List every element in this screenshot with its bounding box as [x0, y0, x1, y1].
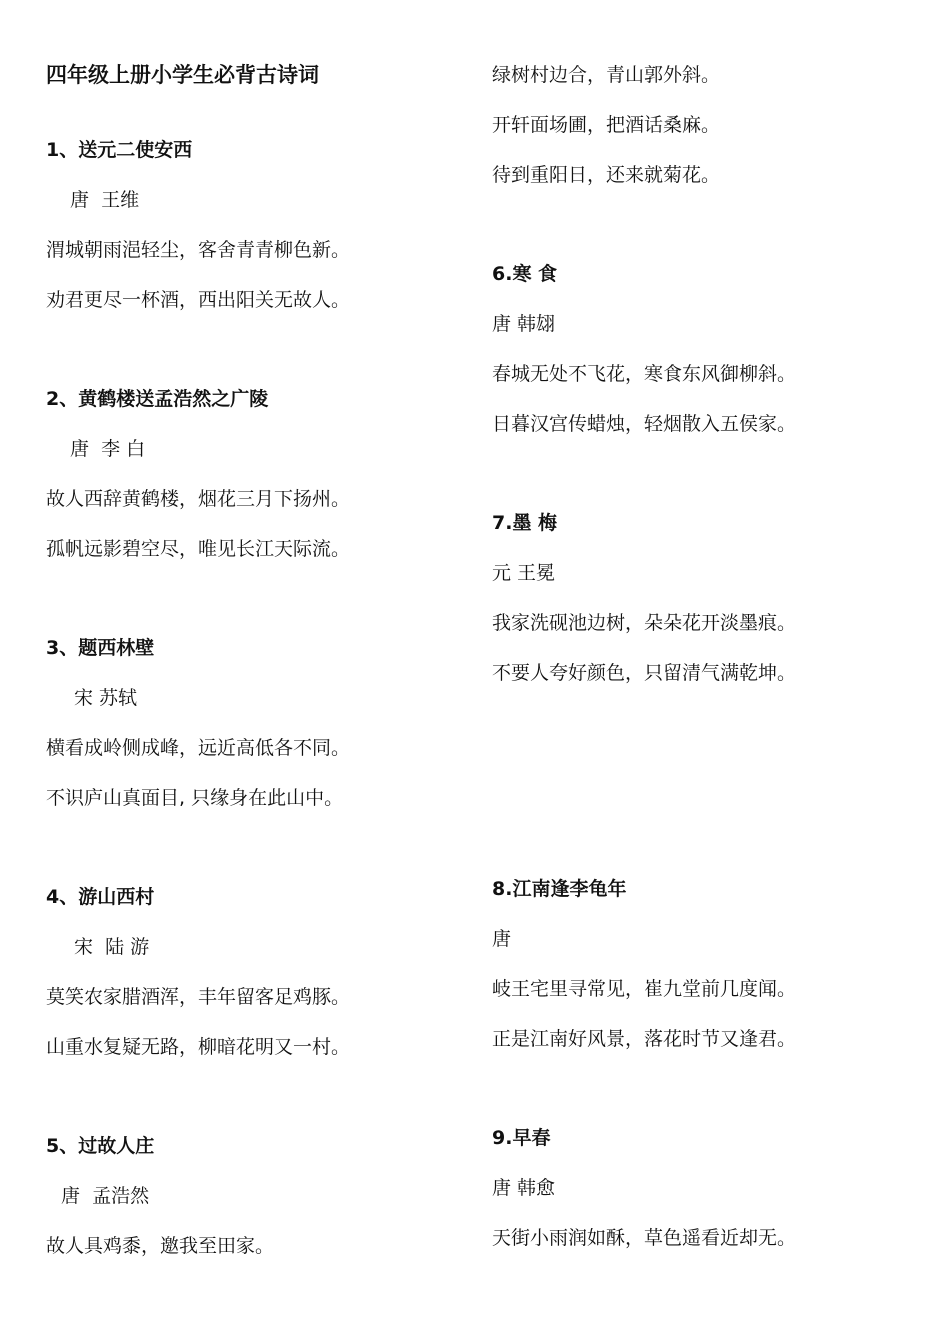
poem-5-heading: 5、过故人庄: [46, 1135, 155, 1157]
poem-9-heading: 9.早春: [492, 1127, 551, 1149]
poem-8-author: 唐: [492, 928, 512, 950]
poem-4-line: 山重水复疑无路，柳暗花明又一村。: [46, 1036, 351, 1058]
poem-3-line: 横看成岭侧成峰，远近高低各不同。: [46, 737, 351, 759]
poem-3-line: 不识庐山真面目, 只缘身在此山中。: [46, 787, 344, 809]
poem-7-heading: 7.墨 梅: [492, 512, 558, 534]
poem-5-author: 唐 孟浩然: [61, 1185, 150, 1207]
poem-6-author: 唐 韩翃: [492, 313, 556, 335]
poem-8-line: 岐王宅里寻常见，崔九堂前几度闻。: [492, 978, 797, 1000]
poem-9-author: 唐 韩愈: [492, 1177, 556, 1199]
poem-9-line: 天街小雨润如酥，草色遥看近却无。: [492, 1227, 797, 1249]
poem-1-author: 唐 王维: [70, 189, 140, 211]
poem-6-heading: 6.寒 食: [492, 263, 558, 285]
poem-1-line: 劝君更尽一杯酒，西出阳关无故人。: [46, 289, 351, 311]
poem-8-line: 正是江南好风景，落花时节又逢君。: [492, 1028, 797, 1050]
poem-2-line: 孤帆远影碧空尽，唯见长江天际流。: [46, 538, 351, 560]
poem-5-continued-line: 绿树村边合，青山郭外斜。: [492, 64, 721, 86]
poem-7-author: 元 王冕: [492, 562, 556, 584]
poem-7-line: 不要人夸好颜色，只留清气满乾坤。: [492, 662, 797, 684]
poem-5-continued-line: 开轩面场圃，把酒话桑麻。: [492, 114, 721, 136]
poem-2-heading: 2、黄鹤楼送孟浩然之广陵: [46, 388, 269, 410]
poem-6-line: 春城无处不飞花，寒食东风御柳斜。: [492, 363, 797, 385]
poem-5-line: 故人具鸡黍，邀我至田家。: [46, 1235, 275, 1257]
poem-1-line: 渭城朝雨浥轻尘，客舍青青柳色新。: [46, 239, 351, 261]
poem-7-line: 我家洗砚池边树，朵朵花开淡墨痕。: [492, 612, 797, 634]
poem-4-author: 宋 陆 游: [74, 936, 150, 958]
poem-3-heading: 3、题西林壁: [46, 637, 155, 659]
poem-4-line: 莫笑农家腊酒浑，丰年留客足鸡豚。: [46, 986, 351, 1008]
poem-4-heading: 4、游山西村: [46, 886, 155, 908]
poem-2-author: 唐 李 白: [70, 438, 146, 460]
page-title: 四年级上册小学生必背古诗词: [46, 63, 319, 87]
poem-6-line: 日暮汉宫传蜡烛，轻烟散入五侯家。: [492, 413, 797, 435]
poem-8-heading: 8.江南逢李龟年: [492, 878, 627, 900]
poem-3-author: 宋 苏轼: [74, 687, 138, 709]
poem-2-line: 故人西辞黄鹤楼，烟花三月下扬州。: [46, 488, 351, 510]
poem-1-heading: 1、送元二使安西: [46, 139, 193, 161]
poem-5-continued-line: 待到重阳日，还来就菊花。: [492, 164, 721, 186]
